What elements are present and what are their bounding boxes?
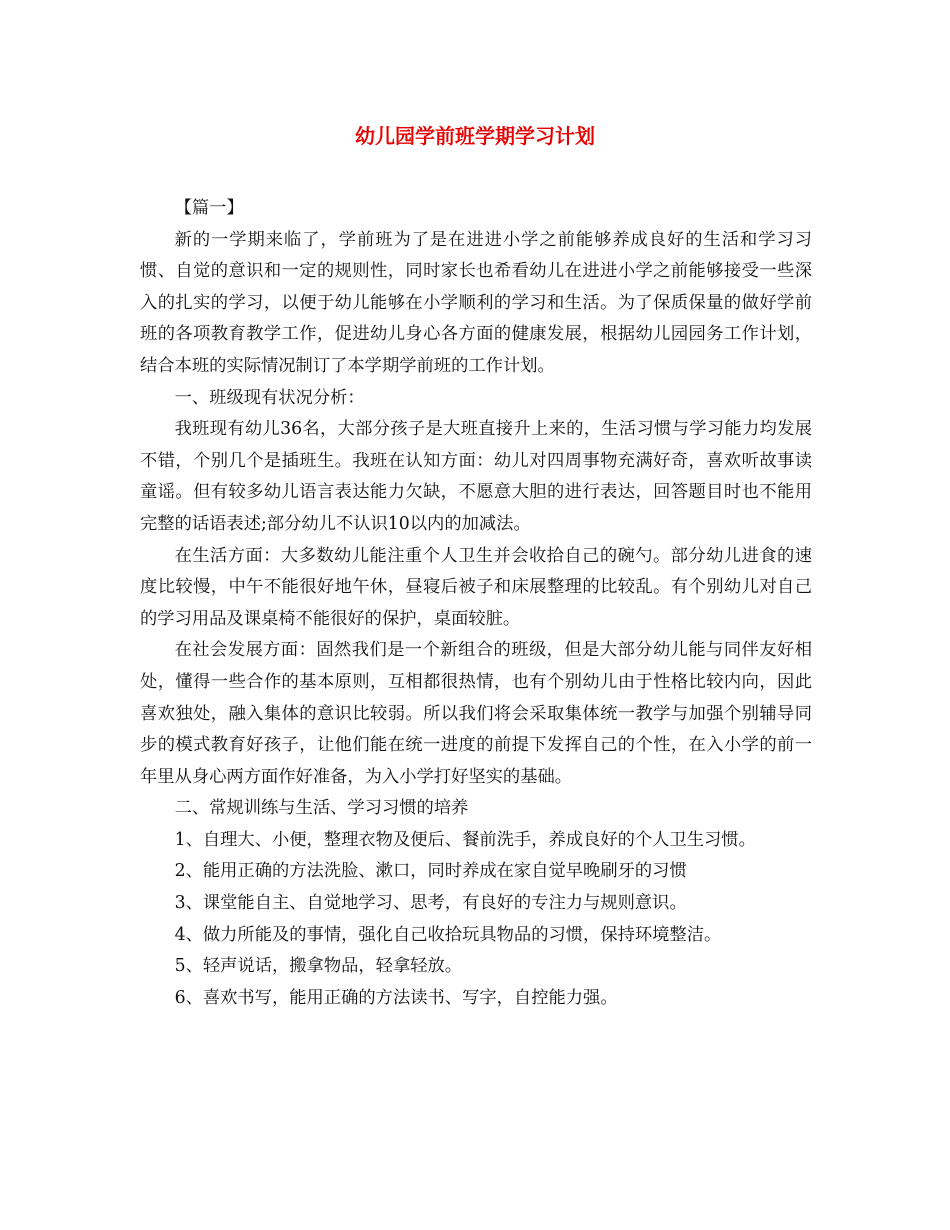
section-heading: 二、常规训练与生活、学习习惯的培养 bbox=[174, 798, 469, 819]
section-heading: 一、班级现有状况分析： bbox=[174, 387, 365, 408]
list-item: 2、能用正确的方法洗脸、漱口，同时养成在家自觉早晚刷牙的习惯 bbox=[174, 861, 687, 882]
body-paragraph: 在生活方面：大多数幼儿能注重个人卫生并会收拾自己的碗勺。部分幼儿进食的速度比较慢，中午不能很好地午休，昼寝后被子和床展整理的比较乱。有个别幼儿对自己的学习用品及课桌椅不能很好的保护，桌面较脏。 bbox=[140, 545, 812, 629]
document-body bbox=[140, 193, 812, 1014]
list-item: 5、轻声说话，搬拿物品，轻拿轻放。 bbox=[174, 956, 463, 977]
section-heading: 【篇一】 bbox=[174, 198, 244, 218]
document-title: 幼儿园学前班学期学习计划 bbox=[355, 124, 595, 148]
list-item: 4、做力所能及的事情，强化自己收拾玩具物品的习惯，保持环境整洁。 bbox=[174, 924, 722, 945]
body-paragraph: 在社会发展方面：固然我们是一个新组合的班级，但是大部分幼儿能与同伴友好相处，懂得一些合作的基本原则，互相都很热情，也有个别幼儿由于性格比较内向，因此喜欢独处，融入集体的意识比较弱。所以我们将会采取集体统一教学与加强个别辅导同步的模式教育好孩子，让他们能在统一进度的前提下发挥自己的个性，在入小学的前一年里从身心两方面作好准备，为入小学打好坚实的基础。 bbox=[140, 640, 812, 787]
body-paragraph: 我班现有幼儿36名，大部分孩子是大班直接升上来的，生活习惯与学习能力均发展不错，个别几个是插班生。我班在认知方面：幼儿对四周事物充满好奇，喜欢听故事读童谣。但有较多幼儿语言表达能力欠缺，不愿意大胆的进行表达，回答题目时也不能用完整的话语表述;部分幼儿不认识10以内的加减法。 bbox=[140, 419, 812, 534]
list-item: 3、课堂能自主、自觉地学习、思考，有良好的专注力与规则意识。 bbox=[174, 893, 687, 914]
list-item: 1、自理大、小便，整理衣物及便后、餐前洗手，养成良好的个人卫生习惯。 bbox=[174, 829, 756, 850]
intro-paragraph: 新的一学期来临了，学前班为了是在进进小学之前能够养成良好的生活和学习习惯、自觉的意识和一定的规则性，同时家长也希看幼儿在进进小学之前能够接受一些深入的扎实的学习，以便于幼儿能够在小学顺利的学习和生活。为了保质保量的做好学前班的各项教育教学工作，促进幼儿身心各方面的健康发展，根据幼儿园园务工作计划，结合本班的实际情况制订了本学期学前班的工作计划。 bbox=[140, 229, 812, 376]
list-item: 6、喜欢书写，能用正确的方法读书、写字，自控能力强。 bbox=[174, 987, 618, 1008]
